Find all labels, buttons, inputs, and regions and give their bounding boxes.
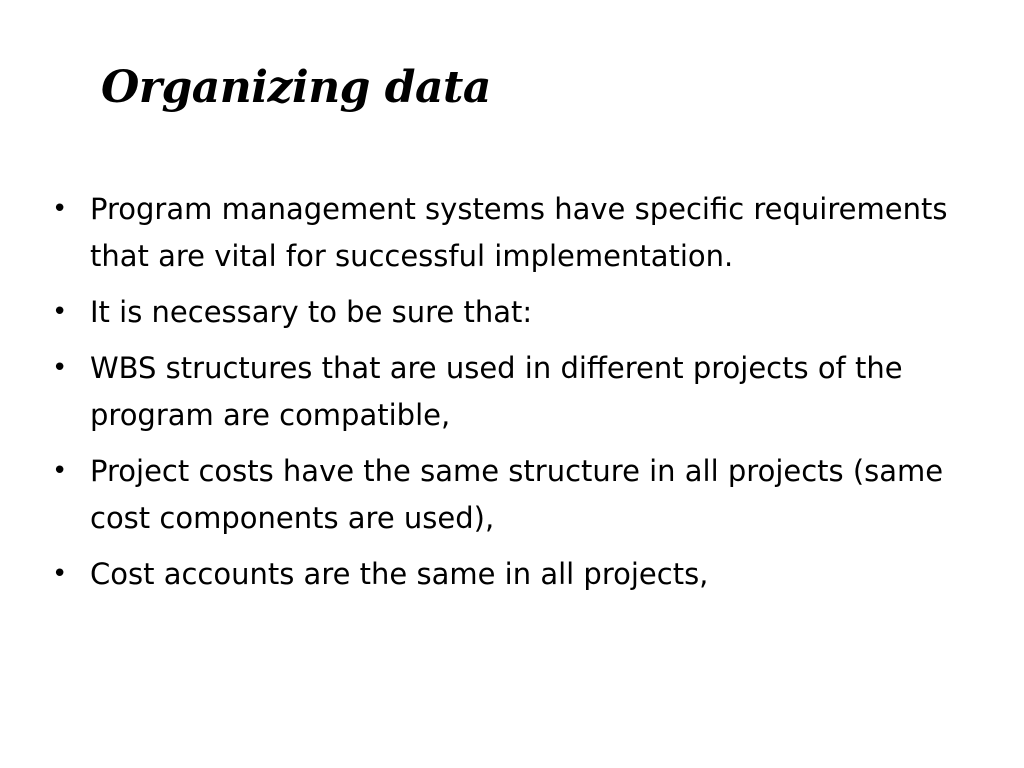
bullet-icon: • bbox=[52, 297, 68, 327]
slide-title: Organizing data bbox=[101, 62, 491, 113]
bullet-icon: • bbox=[52, 456, 68, 486]
bullet-icon: • bbox=[52, 559, 68, 589]
bullet-item bbox=[52, 448, 952, 542]
bullet-text: WBS structures that are used in different projects of the program are compatible, bbox=[90, 351, 903, 432]
bullet-text: Cost accounts are the same in all projects, bbox=[90, 557, 709, 591]
bullet-icon: • bbox=[52, 194, 68, 224]
bullet-item bbox=[52, 345, 952, 439]
bullet-item bbox=[52, 186, 952, 280]
bullet-list bbox=[52, 186, 952, 607]
bullet-item bbox=[52, 551, 952, 598]
bullet-icon: • bbox=[52, 353, 68, 383]
bullet-text: Program management systems have specific requirements that are vital for successful implementation. bbox=[90, 192, 948, 273]
bullet-text: It is necessary to be sure that: bbox=[90, 295, 533, 329]
bullet-text: Project costs have the same structure in all projects (same cost components are used), bbox=[90, 454, 944, 535]
bullet-item bbox=[52, 289, 952, 336]
